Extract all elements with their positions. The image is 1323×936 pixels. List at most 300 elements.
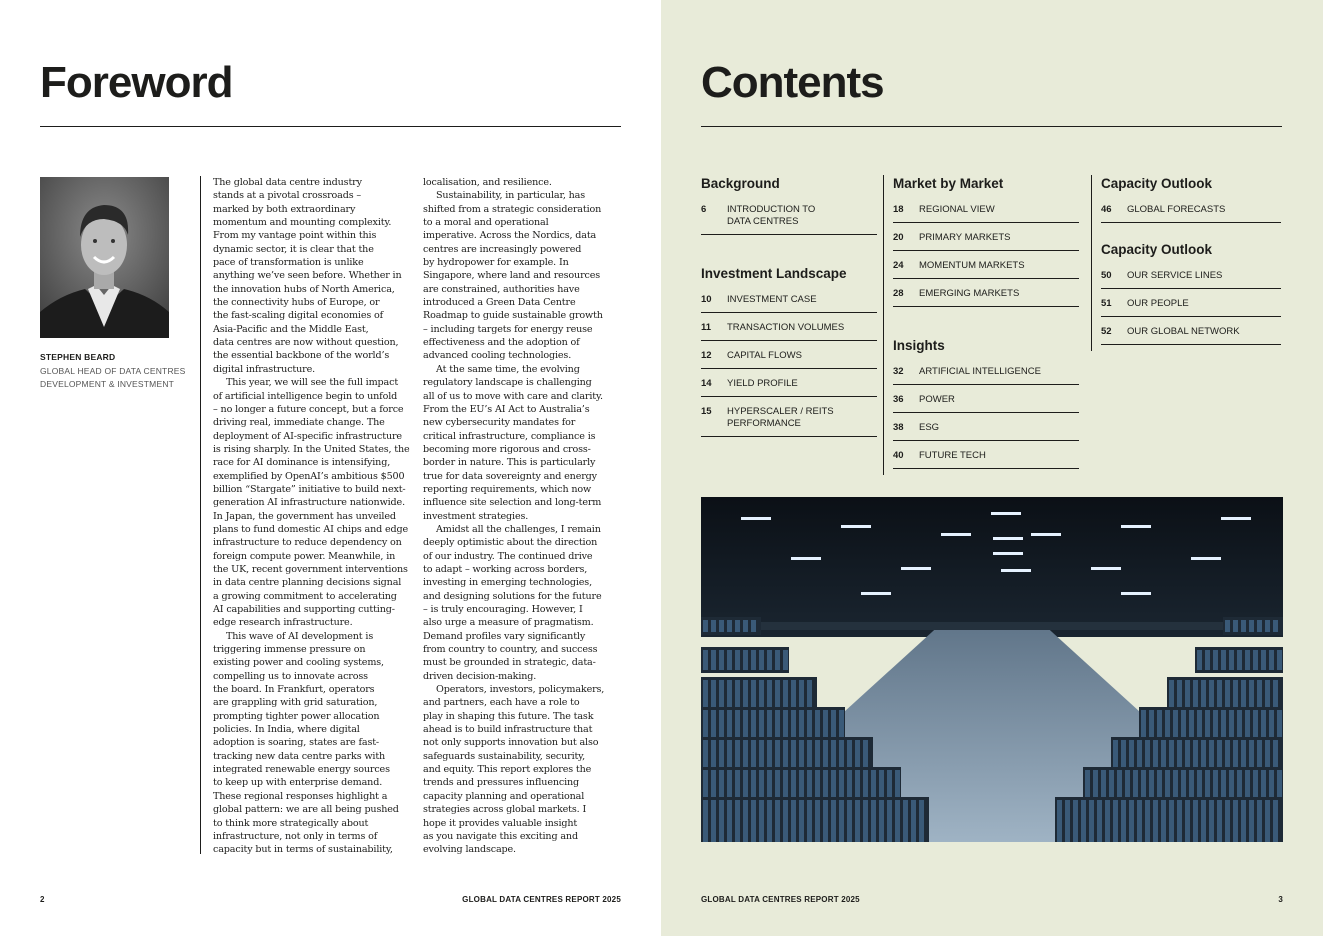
rack-panel: [783, 650, 788, 670]
rack-panel: [879, 800, 884, 842]
toc-entry[interactable]: [701, 375, 877, 397]
toc-entry-label-line: CAPITAL FLOWS: [727, 350, 802, 361]
foreword-line: play in shaping this future. The task: [423, 710, 594, 722]
foreword-line: advanced cooling technologies.: [423, 350, 572, 362]
rack-panel: [1221, 650, 1226, 670]
toc-entry-label-line: ESG: [919, 422, 940, 433]
rack-panel: [775, 650, 780, 670]
rack-panel: [1137, 800, 1142, 842]
foreword-line: In Japan, the government has unveiled: [213, 510, 396, 522]
foreword-line: dynamic sector, it is clear that the: [213, 243, 374, 255]
rack-panel: [719, 800, 724, 842]
foreword-line: by hydropower for example. In: [423, 257, 569, 269]
foreword-line: – including targets for energy reuse: [423, 323, 593, 335]
author-role-line: GLOBAL HEAD OF DATA CENTRES: [40, 366, 186, 376]
toc-entry[interactable]: [893, 363, 1079, 385]
toc-entry-label: [919, 232, 1079, 244]
rack-panel: [1169, 800, 1174, 842]
foreword-line: – is truly encouraging. However, I: [423, 604, 583, 615]
title-divider: [40, 126, 621, 127]
toc-page-number: 40: [893, 450, 904, 461]
foreword-line: of artificial intelligence begin to unfold: [213, 390, 398, 402]
foreword-line: capacity but in terms of sustainability,: [213, 844, 393, 856]
foreword-line: reporting requirements, which now: [423, 483, 592, 495]
foreword-line: influence site selection and long-term: [423, 497, 602, 509]
toc-entry-label: [1127, 298, 1281, 310]
rack-panel: [1193, 800, 1198, 842]
foreword-line: from country to country, and success: [423, 644, 598, 656]
foreword-line: to keep up with enterprise demand.: [213, 777, 383, 789]
toc-section-heading: Insights: [893, 338, 945, 353]
foreword-line: Demand profiles vary significantly: [423, 630, 586, 642]
rack-panel: [1277, 650, 1282, 670]
rack-panel: [1217, 680, 1222, 708]
foreword-column-2: [423, 176, 605, 857]
foreword-line: policies. In India, where digital: [213, 724, 360, 736]
toc-entry-label-line: INTRODUCTION TO: [727, 204, 816, 215]
foreword-line: integrated renewable energy sources: [213, 764, 390, 776]
toc-entry-label-line: OUR GLOBAL NETWORK: [1127, 326, 1240, 337]
rack-panel: [1073, 800, 1078, 842]
rack-panel: [743, 650, 748, 670]
footer-report-title: GLOBAL DATA CENTRES REPORT 2025: [701, 895, 860, 904]
left-page: [0, 0, 661, 936]
page-title-contents: Contents: [701, 58, 884, 107]
toc-entry-label-line: INVESTMENT CASE: [727, 294, 817, 305]
toc-entry-label: [919, 204, 1079, 216]
rack-panel: [791, 680, 796, 708]
rack-panel: [1245, 650, 1250, 670]
foreword-line: At the same time, the evolving: [436, 363, 580, 375]
rack-panel: [1145, 800, 1150, 842]
rack-panel: [1169, 680, 1174, 708]
toc-entry-label-line: FUTURE TECH: [919, 450, 986, 461]
ceiling-light: [941, 533, 971, 536]
rack-panel: [1257, 620, 1262, 632]
ceiling-light: [993, 537, 1023, 540]
foreword-line: the innovation hubs of North America,: [213, 283, 395, 295]
foreword-line: the fast-scaling digital economies of: [213, 310, 384, 322]
rack-panel: [1097, 800, 1102, 842]
rack-panel: [1237, 650, 1242, 670]
toc-column-3: [1091, 175, 1281, 351]
toc-entry-label: [727, 204, 877, 228]
foreword-line: generation AI infrastructure nationwide.: [213, 497, 405, 509]
foreword-line: These regional responses highlight a: [213, 790, 388, 802]
toc-entry-label: [919, 260, 1079, 272]
foreword-line: data centres are now without question,: [213, 337, 399, 349]
rack-panel: [895, 800, 900, 842]
foreword-line: evolving landscape.: [423, 844, 516, 856]
rack-panel: [743, 800, 748, 842]
rack-panel: [1113, 800, 1118, 842]
foreword-line: billion “Stargate” initiative to build next-: [213, 483, 406, 495]
rack-panel: [1265, 680, 1270, 708]
toc-entry-label-line: REGIONAL VIEW: [919, 204, 995, 215]
toc-entry[interactable]: [1101, 201, 1281, 223]
toc-entry[interactable]: [893, 285, 1079, 307]
author-role-line: DEVELOPMENT & INVESTMENT: [40, 378, 175, 389]
ceiling-light: [901, 567, 931, 570]
toc-entry-label: [727, 406, 877, 430]
foreword-line: to a moral and operational: [423, 217, 549, 229]
foreword-line: border in nature. This is particularly: [423, 457, 596, 469]
foreword-line: global pattern: we are all being pushed: [213, 804, 399, 816]
rack-panel: [783, 800, 788, 842]
rack-panel: [711, 650, 716, 670]
foreword-line: momentum and mounting complexity.: [213, 217, 392, 229]
rack-panel: [1241, 620, 1246, 632]
rack-panel: [751, 620, 756, 632]
page-title-foreword: Foreword: [40, 58, 233, 107]
rack-panel: [1225, 800, 1230, 842]
toc-section-insights: [893, 337, 1079, 469]
toc-entry-label: [1127, 270, 1281, 282]
rack-panel: [759, 680, 764, 708]
rack-panel: [783, 680, 788, 708]
foreword-line: strategies across global markets. I: [423, 804, 587, 816]
rack-panel: [1265, 620, 1270, 632]
toc-entry[interactable]: [893, 419, 1079, 441]
rack-panel: [1269, 650, 1274, 670]
rack-panel: [775, 680, 780, 708]
toc-page-number: 14: [701, 378, 712, 389]
foreword-line: true for data sovereignty and energy: [423, 470, 597, 482]
rack-panel: [1205, 650, 1210, 670]
foreword-line: the board. In Frankfurt, operators: [213, 684, 375, 696]
rack-panel: [1225, 620, 1230, 632]
ceiling-light: [1091, 567, 1121, 570]
toc-page-number: 12: [701, 350, 712, 361]
toc-page-number: 50: [1101, 270, 1112, 281]
rack-panel: [751, 650, 756, 670]
ceiling-light: [991, 512, 1021, 515]
rack-panel: [1185, 680, 1190, 708]
toc-entry-label-line: YIELD PROFILE: [727, 378, 798, 389]
toc-entry[interactable]: [893, 201, 1079, 223]
rack-panel: [1197, 650, 1202, 670]
foreword-line: of our industry. The continued drive: [423, 550, 593, 562]
toc-entry-label-line: HYPERSCALER / REITS: [727, 406, 834, 417]
foreword-line: are grappling with grid saturation,: [213, 697, 378, 709]
rack-panel: [767, 800, 772, 842]
rack-panel: [871, 800, 876, 842]
foreword-line: Asia-Pacific and the Middle East,: [213, 323, 369, 335]
toc-section-background: [701, 175, 877, 235]
rack-panel: [1089, 800, 1094, 842]
foreword-line: infrastructure to reduce dependency on: [213, 537, 402, 549]
toc-page-number: 6: [701, 204, 707, 215]
toc-section-market: [893, 175, 1079, 307]
toc-entry-label: [727, 378, 877, 390]
toc-entry[interactable]: [701, 347, 877, 369]
rack-panel: [847, 800, 852, 842]
rack-panel: [855, 800, 860, 842]
toc-page-number: 28: [893, 288, 904, 299]
foreword-line: stands at a pivotal crossroads –: [213, 190, 362, 202]
ceiling-light: [1121, 592, 1151, 595]
toc-section-heading: Market by Market: [893, 176, 1004, 191]
ceiling-light: [1121, 525, 1151, 528]
toc-page-number: 10: [701, 294, 712, 305]
ceiling-light: [1001, 569, 1031, 572]
foreword-line: Amidst all the challenges, I remain: [436, 523, 601, 535]
foreword-line: in data centre planning decisions signal: [213, 577, 402, 589]
rack-panel: [1217, 800, 1222, 842]
foreword-line: effectiveness and the adoption of: [423, 337, 580, 349]
toc-entry-label: [919, 450, 1079, 462]
toc-entry[interactable]: [893, 257, 1079, 279]
foreword-line: triggering immense pressure on: [213, 644, 366, 656]
foreword-line: Roadmap to guide sustainable growth: [423, 310, 603, 322]
toc-entry[interactable]: [701, 291, 877, 313]
rack-panel: [911, 800, 916, 842]
foreword-column-1: [200, 176, 410, 856]
foreword-line: hope it provides valuable insight: [423, 817, 578, 829]
rack-panel: [719, 650, 724, 670]
rack-panel: [1249, 620, 1254, 632]
toc-section-heading: Background: [701, 176, 780, 191]
ceiling-light: [741, 517, 771, 520]
foreword-line: is rising sharply. In the United States, the: [213, 443, 410, 455]
foreword-line: a growing commitment to accelerating: [213, 590, 397, 602]
title-divider: [701, 126, 1282, 127]
foreword-line: capacity planning and operational: [423, 790, 585, 802]
toc-page-number: 32: [893, 366, 904, 377]
toc-entry-label-line: EMERGING MARKETS: [919, 288, 1020, 299]
foreword-line: digital infrastructure.: [213, 363, 316, 375]
ceiling-light: [1031, 533, 1061, 536]
toc-page-number: 51: [1101, 298, 1112, 309]
rack-panel: [1153, 800, 1158, 842]
rack-panel: [1177, 680, 1182, 708]
rack-panel: [727, 680, 732, 708]
rack-panel: [1273, 620, 1278, 632]
page-number: 3: [1278, 895, 1283, 904]
rack-panel: [919, 800, 924, 842]
rack-panel: [727, 800, 732, 842]
rack-panel: [1241, 680, 1246, 708]
foreword-line: imperative. Across the Nordics, data: [423, 230, 597, 242]
rack-panel: [823, 800, 828, 842]
foreword-line: new cybersecurity mandates for: [423, 417, 576, 429]
footer-report-title: GLOBAL DATA CENTRES REPORT 2025: [462, 895, 621, 904]
toc-column-1: [701, 175, 877, 443]
toc-entry-label-line: DATA CENTRES: [727, 216, 799, 227]
rack-panel: [743, 680, 748, 708]
ceiling-light: [841, 525, 871, 528]
rack-panel: [727, 620, 732, 632]
foreword-line: investment strategies.: [423, 510, 529, 522]
server-hall-image: [701, 497, 1283, 842]
toc-entry-label-line: OUR PEOPLE: [1127, 298, 1189, 309]
foreword-line: This year, we will see the full impact: [226, 377, 399, 389]
ceiling-light: [861, 592, 891, 595]
toc-entry[interactable]: [701, 201, 877, 235]
ceiling-light: [1221, 517, 1251, 520]
foreword-line: deployment of AI-specific infrastructure: [213, 430, 402, 442]
toc-entry-label: [727, 322, 877, 334]
foreword-line: becoming more rigorous and cross-: [423, 443, 591, 455]
toc-column-2: [883, 175, 1079, 475]
rack-panel: [799, 800, 804, 842]
rack-panel: [831, 800, 836, 842]
toc-page-number: 18: [893, 204, 904, 215]
toc-page-number: 52: [1101, 326, 1112, 337]
rack-panel: [1161, 800, 1166, 842]
rack-panel: [1209, 680, 1214, 708]
foreword-line: and designing solutions for the future: [423, 590, 602, 602]
rack-panel: [1253, 650, 1258, 670]
foreword-line: centres are increasingly powered: [423, 243, 582, 255]
rack-panel: [1105, 800, 1110, 842]
foreword-line: edge research infrastructure.: [213, 617, 353, 629]
rack-panel: [815, 800, 820, 842]
rack-panel: [1249, 680, 1254, 708]
rack-panel: [1273, 680, 1278, 708]
toc-page-number: 15: [701, 406, 712, 417]
foreword-line: – no longer a future concept, but a force: [213, 403, 404, 415]
toc-entry-label: [1127, 204, 1281, 216]
rack-panel: [759, 650, 764, 670]
toc-entry-label-line: ARTIFICIAL INTELLIGENCE: [919, 366, 1041, 377]
foreword-line: plans to fund domestic AI chips and edge: [213, 523, 409, 535]
rack-panel: [1201, 800, 1206, 842]
foreword-line: the connectivity hubs of Europe, or: [213, 297, 380, 309]
rack-panel: [735, 650, 740, 670]
foreword-line: regulatory landscape is challenging: [423, 377, 592, 389]
toc-section-heading: Capacity Outlook: [1101, 242, 1213, 257]
foreword-line: This wave of AI development is: [226, 630, 374, 642]
ceiling-light: [1191, 557, 1221, 560]
toc-page-number: 24: [893, 260, 904, 271]
foreword-line: also urge a measure of pragmatism.: [423, 617, 594, 629]
author-name: STEPHEN BEARD: [40, 352, 116, 362]
rack-panel: [1261, 650, 1266, 670]
toc-page-number: 36: [893, 394, 904, 405]
foreword-line: AI capabilities and supporting cutting-: [213, 604, 395, 615]
rack-panel: [807, 680, 812, 708]
rack-panel: [1233, 680, 1238, 708]
rack-panel: [719, 620, 724, 632]
toc-entry[interactable]: [1101, 323, 1281, 345]
foreword-line: compelling us to innovate across: [213, 670, 368, 682]
rack-panel: [767, 680, 772, 708]
toc-page-number: 20: [893, 232, 904, 243]
data-centre-photo: [701, 497, 1283, 842]
foreword-line: foreign compute power. Meanwhile, in: [213, 550, 396, 562]
toc-entry[interactable]: [1101, 267, 1281, 289]
toc-entry-label-line: MOMENTUM MARKETS: [919, 260, 1025, 271]
page-number: 2: [40, 895, 45, 904]
rack-panel: [903, 800, 908, 842]
foreword-line: Operators, investors, policymakers,: [436, 684, 605, 696]
foreword-line: marked by both extraordinary: [213, 203, 356, 215]
rack-panel: [807, 800, 812, 842]
toc-entry-label-line: OUR SERVICE LINES: [1127, 270, 1223, 281]
foreword-line: as you navigate this exciting and: [423, 830, 578, 842]
rack-panel: [719, 680, 724, 708]
rack-panel: [1177, 800, 1182, 842]
foreword-line: introduced a Green Data Centre: [423, 297, 576, 309]
foreword-line: safeguards sustainability, security,: [423, 750, 586, 762]
rack-panel: [703, 650, 708, 670]
portrait-image: [40, 177, 169, 338]
foreword-line: From my vantage point within this: [213, 230, 377, 242]
foreword-line: and partners, each have a role to: [423, 697, 580, 709]
toc-page-number: 11: [701, 322, 712, 333]
rack-panel: [1233, 800, 1238, 842]
toc-entry-label-line: TRANSACTION VOLUMES: [727, 322, 845, 333]
foreword-line: anything we’ve seen before. Whether in: [213, 270, 402, 282]
rack-panel: [1121, 800, 1126, 842]
toc-entry-label: [919, 422, 1079, 434]
toc-entry[interactable]: [893, 229, 1079, 251]
toc-entry[interactable]: [1101, 295, 1281, 317]
toc-entry-label-line: POWER: [919, 394, 955, 405]
rack-panel: [1249, 800, 1254, 842]
rack-panel: [1201, 680, 1206, 708]
foreword-line: prompting tighter power allocation: [213, 710, 380, 722]
rack-panel: [1257, 800, 1262, 842]
rack-panel: [735, 680, 740, 708]
ceiling-light: [993, 552, 1023, 555]
toc-entry-label-line: GLOBAL FORECASTS: [1127, 204, 1226, 215]
toc-entry[interactable]: [893, 391, 1079, 413]
rack-panel: [775, 800, 780, 842]
foreword-line: Singapore, where land and resources: [423, 270, 601, 282]
rack-panel: [1265, 800, 1270, 842]
foreword-line: infrastructure, not only in terms of: [213, 830, 378, 842]
toc-section-heading: Investment Landscape: [701, 266, 847, 281]
foreword-line: deeply optimistic about the direction: [423, 537, 598, 549]
foreword-line: investing in emerging technologies,: [423, 577, 592, 589]
foreword-line: shifted from a strategic consideration: [423, 203, 602, 215]
rack-panel: [1233, 620, 1238, 632]
rack-panel: [751, 680, 756, 708]
author-role: [40, 365, 190, 390]
rack-panel: [799, 680, 804, 708]
foreword-line: must be grounded in strategic, data-: [423, 657, 596, 669]
toc-entry[interactable]: [701, 319, 877, 341]
toc-section-capacity: [1101, 175, 1281, 223]
toc-entry-label: [727, 350, 877, 362]
foreword-line: The global data centre industry: [213, 177, 362, 188]
rack-panel: [711, 620, 716, 632]
rack-panel: [1185, 800, 1190, 842]
rack-panel: [1257, 680, 1262, 708]
rack-panel: [751, 800, 756, 842]
toc-page-number: 46: [1101, 204, 1112, 215]
toc-page-number: 38: [893, 422, 904, 433]
rack-panel: [711, 680, 716, 708]
foreword-line: pace of transformation is unlike: [213, 257, 364, 269]
toc-entry-label: [919, 366, 1079, 378]
toc-entry-label: [919, 394, 1079, 406]
rack-panel: [703, 800, 708, 842]
rack-panel: [1193, 680, 1198, 708]
toc-entry[interactable]: [701, 403, 877, 437]
rack-panel: [703, 620, 708, 632]
rack-panel: [727, 650, 732, 670]
foreword-line: the UK, recent government interventions: [213, 563, 408, 575]
foreword-line: localisation, and resilience.: [423, 177, 552, 188]
author-portrait: [40, 177, 169, 338]
rack-panel: [767, 650, 772, 670]
toc-entry[interactable]: [893, 447, 1079, 469]
foreword-line: driving real, immediate change. The: [213, 417, 385, 429]
foreword-line: not only supports innovation but also: [423, 737, 599, 749]
